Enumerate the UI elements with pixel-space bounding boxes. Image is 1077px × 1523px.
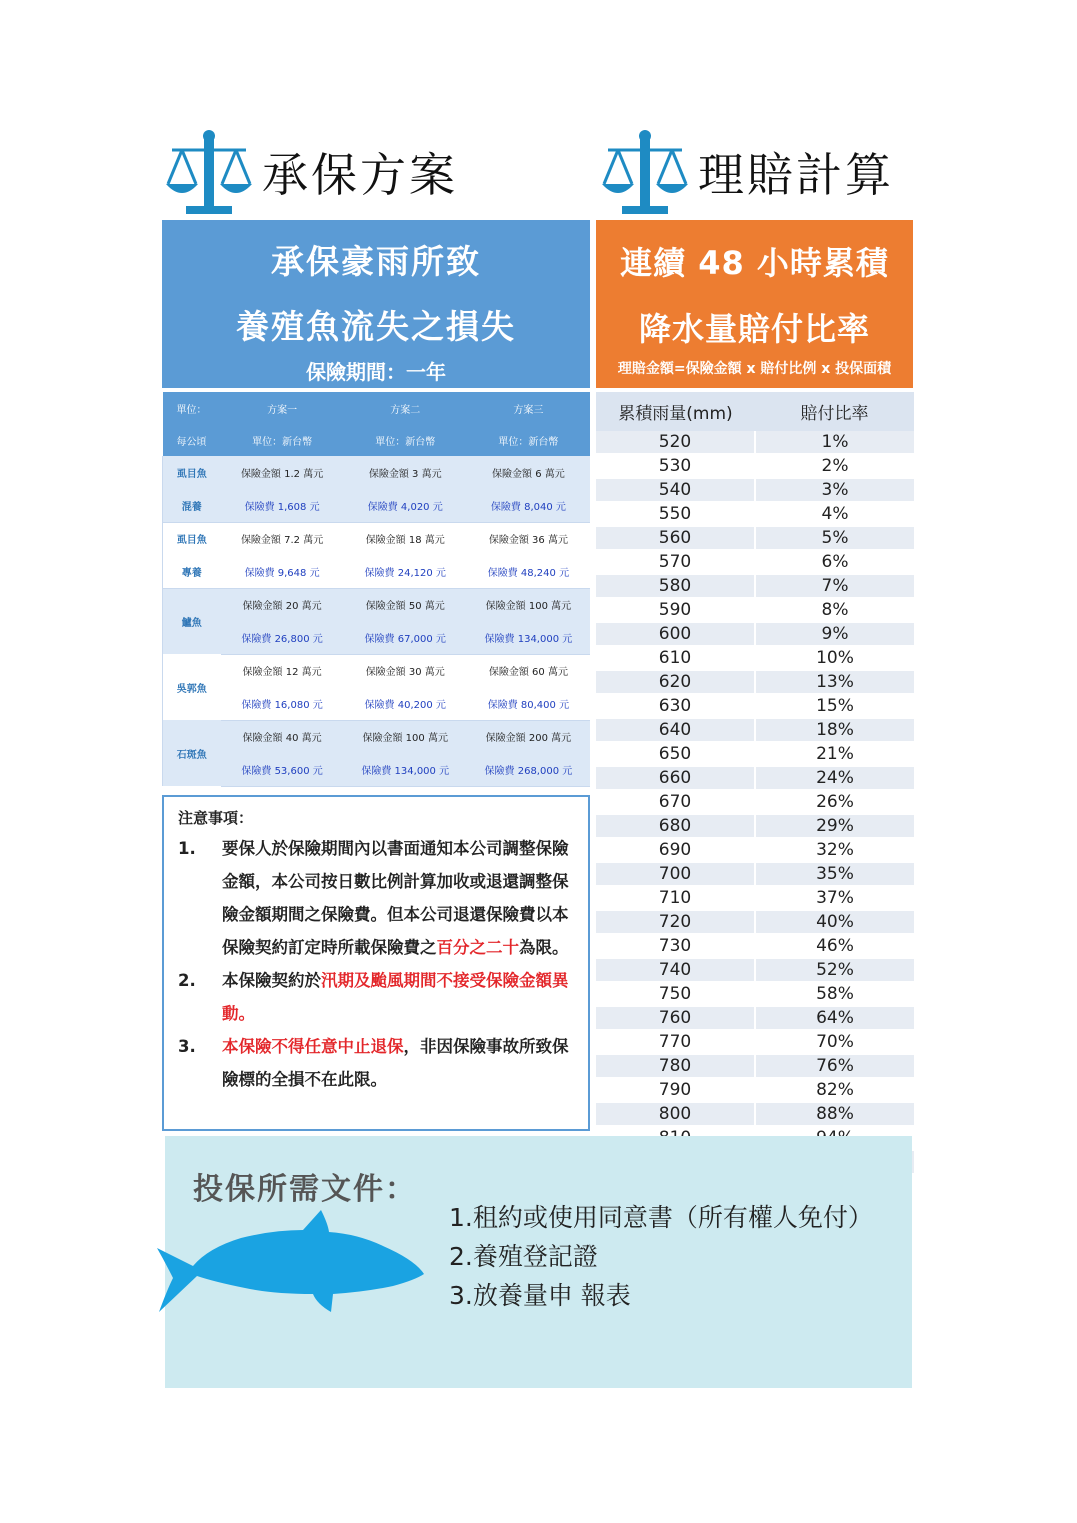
scale-icon — [600, 128, 690, 216]
premium: 保險費 268,000 元 — [467, 753, 590, 786]
rainfall-mm-cell: 740 — [596, 958, 755, 982]
header-cell: 單位：新台幣 — [221, 424, 344, 456]
coverage-title-line1: 承保豪雨所致 — [271, 242, 481, 281]
list-item: 1.租約或使用同意書（所有權人免付） — [449, 1203, 873, 1232]
fish-type: 吳郭魚 — [163, 654, 221, 720]
rainfall-mm-cell: 600 — [596, 622, 755, 646]
rainfall-mm-cell: 770 — [596, 1030, 755, 1054]
payout-rate-cell: 5% — [755, 526, 914, 550]
header-cell: 賠付比率 — [755, 392, 914, 431]
fish-type: 鱸魚 — [163, 588, 221, 654]
table-row — [163, 687, 591, 720]
rain-table-header-row — [596, 392, 914, 431]
premium: 保險費 8,040 元 — [467, 489, 590, 522]
payout-rate-cell: 64% — [755, 1006, 914, 1030]
rainfall-mm-cell: 760 — [596, 1006, 755, 1030]
table-row — [596, 766, 914, 790]
note-number: 2. — [178, 971, 196, 990]
sum-insured: 保險金額 40 萬元 — [221, 720, 344, 753]
fish-type: 虱目魚 — [163, 522, 221, 555]
table-row — [596, 550, 914, 574]
rainfall-mm-cell: 560 — [596, 526, 755, 550]
documents-list — [449, 1198, 873, 1315]
fish-type: 石斑魚 — [163, 720, 221, 786]
table-row — [596, 838, 914, 862]
table-row — [163, 588, 591, 621]
sum-insured: 保險金額 50 萬元 — [344, 588, 467, 621]
coverage-title-line2: 養殖魚流失之損失 — [236, 307, 516, 346]
scale-icon — [164, 128, 254, 216]
notes-box — [162, 795, 590, 1131]
note-text-part: 為限。 — [519, 938, 569, 957]
table-row — [596, 1054, 914, 1078]
rain-table-body — [596, 431, 914, 1174]
list-item: 2.養殖登記證 — [449, 1242, 598, 1271]
payout-rate-cell: 3% — [755, 478, 914, 502]
rainfall-mm-cell: 590 — [596, 598, 755, 622]
rainfall-mm-cell: 790 — [596, 1078, 755, 1102]
heading-claims — [600, 128, 894, 216]
payout-rate-cell: 4% — [755, 502, 914, 526]
payout-rate-cell: 58% — [755, 982, 914, 1006]
table-row — [163, 456, 591, 489]
notes-title: 注意事項： — [178, 809, 254, 827]
table-row — [596, 670, 914, 694]
note-text-part: ，非因保險事故所致保險標的全損不在此限。 — [222, 1037, 569, 1089]
sum-insured: 保險金額 200 萬元 — [467, 720, 590, 753]
payout-title-line2: 降水量賠付比率 — [638, 310, 870, 348]
table-row — [596, 814, 914, 838]
note-text — [222, 964, 574, 1030]
rainfall-mm-cell: 720 — [596, 910, 755, 934]
header-cell: 每公頃 — [163, 424, 221, 456]
table-row — [163, 753, 591, 786]
payout-rate-cell: 9% — [755, 622, 914, 646]
sum-insured: 保險金額 12 萬元 — [221, 654, 344, 687]
table-row — [163, 654, 591, 687]
page-title-underwriting: 承保方案 — [262, 148, 458, 202]
premium: 保險費 9,648 元 — [221, 555, 344, 588]
fish-type: 混養 — [163, 489, 221, 522]
payout-rate-cell: 18% — [755, 718, 914, 742]
rainfall-mm-cell: 580 — [596, 574, 755, 598]
note-item — [178, 964, 574, 1030]
list-item: 3.放養量申 報表 — [449, 1281, 631, 1310]
heading-underwriting — [164, 128, 458, 216]
table-row — [163, 555, 591, 588]
rainfall-mm-cell: 730 — [596, 934, 755, 958]
header-cell: 累積雨量(mm) — [596, 392, 755, 431]
payout-rate-cell: 76% — [755, 1054, 914, 1078]
rainfall-mm-cell: 670 — [596, 790, 755, 814]
rainfall-mm-cell: 800 — [596, 1102, 755, 1126]
rainfall-mm-cell: 610 — [596, 646, 755, 670]
payout-rate-cell: 46% — [755, 934, 914, 958]
sum-insured: 保險金額 20 萬元 — [221, 588, 344, 621]
note-text-highlight: 百分之二十 — [436, 938, 519, 957]
table-row — [163, 621, 591, 654]
table-row — [596, 1078, 914, 1102]
note-text — [222, 832, 574, 964]
table-row — [596, 526, 914, 550]
note-text-highlight: 本保險不得任意中止退保 — [222, 1037, 404, 1056]
table-row — [596, 454, 914, 478]
premium: 保險費 48,240 元 — [467, 555, 590, 588]
fish-type: 虱目魚 — [163, 456, 221, 489]
payout-rate-cell: 29% — [755, 814, 914, 838]
note-text-part: 要保人於保險期間內以書面通知本公司調整保險金額，本公司按日數比例計算加收或退還調整保險金額期間之保險費。但本公司退還保險費以本保險契約訂定時所載保險費之 — [222, 839, 569, 957]
rainfall-mm-cell: 650 — [596, 742, 755, 766]
documents-title: 投保所需文件： — [193, 1172, 417, 1207]
rainfall-mm-cell: 660 — [596, 766, 755, 790]
table-row — [596, 958, 914, 982]
sum-insured: 保險金額 7.2 萬元 — [221, 522, 344, 555]
fish-icon — [153, 1208, 428, 1318]
table-row — [596, 694, 914, 718]
premium: 保險費 134,000 元 — [344, 753, 467, 786]
rainfall-mm-cell: 700 — [596, 862, 755, 886]
table-row — [596, 431, 914, 454]
table-row — [163, 522, 591, 555]
note-item — [178, 832, 574, 964]
rainfall-mm-cell: 710 — [596, 886, 755, 910]
payout-rate-cell: 40% — [755, 910, 914, 934]
header-cell: 單位：新台幣 — [344, 424, 467, 456]
fish-type: 專養 — [163, 555, 221, 588]
payout-rate-cell: 7% — [755, 574, 914, 598]
note-text — [222, 1030, 574, 1096]
payout-rate-cell: 88% — [755, 1102, 914, 1126]
required-documents — [165, 1136, 912, 1388]
plan-table-header-row — [163, 424, 591, 456]
header-cell: 方案一 — [221, 392, 344, 424]
premium: 保險費 40,200 元 — [344, 687, 467, 720]
payout-formula: 理賠金額=保險金額 x 賠付比例 x 投保面積 — [617, 361, 892, 377]
header-cell: 單位： — [163, 392, 221, 424]
sum-insured: 保險金額 6 萬元 — [467, 456, 590, 489]
sum-insured: 保險金額 36 萬元 — [467, 522, 590, 555]
payout-rate-cell: 15% — [755, 694, 914, 718]
table-row — [163, 489, 591, 522]
header-cell: 方案三 — [467, 392, 590, 424]
rainfall-mm-cell: 680 — [596, 814, 755, 838]
table-row — [596, 982, 914, 1006]
table-row — [596, 862, 914, 886]
payout-rate-cell: 21% — [755, 742, 914, 766]
payout-rate-cell: 6% — [755, 550, 914, 574]
rainfall-mm-cell: 620 — [596, 670, 755, 694]
table-row — [596, 934, 914, 958]
rainfall-payout-table — [596, 392, 914, 1175]
page-title-claims: 理賠計算 — [698, 148, 894, 202]
payout-rate-cell: 82% — [755, 1078, 914, 1102]
premium: 保險費 134,000 元 — [467, 621, 590, 654]
table-row — [596, 1030, 914, 1054]
rainfall-mm-cell: 780 — [596, 1054, 755, 1078]
sum-insured: 保險金額 60 萬元 — [467, 654, 590, 687]
premium: 保險費 53,600 元 — [221, 753, 344, 786]
payout-rate-cell: 24% — [755, 766, 914, 790]
rainfall-mm-cell: 550 — [596, 502, 755, 526]
payout-rate-cell: 52% — [755, 958, 914, 982]
table-row — [596, 886, 914, 910]
sum-insured: 保險金額 100 萬元 — [344, 720, 467, 753]
payout-rate-cell: 2% — [755, 454, 914, 478]
note-number: 1. — [178, 839, 196, 858]
rainfall-mm-cell: 690 — [596, 838, 755, 862]
payout-rate-cell: 13% — [755, 670, 914, 694]
table-row — [596, 1102, 914, 1126]
table-row — [596, 646, 914, 670]
sum-insured: 保險金額 100 萬元 — [467, 588, 590, 621]
plan-table — [162, 392, 590, 787]
sum-insured: 保險金額 30 萬元 — [344, 654, 467, 687]
rainfall-mm-cell: 630 — [596, 694, 755, 718]
plan-table-header-row — [163, 392, 591, 424]
rainfall-mm-cell: 640 — [596, 718, 755, 742]
payout-rate-cell: 8% — [755, 598, 914, 622]
table-row — [596, 790, 914, 814]
table-row — [596, 622, 914, 646]
premium: 保險費 67,000 元 — [344, 621, 467, 654]
premium: 保險費 4,020 元 — [344, 489, 467, 522]
table-row — [596, 502, 914, 526]
header-cell: 方案二 — [344, 392, 467, 424]
note-text-part: 本保險契約於 — [222, 971, 321, 990]
premium: 保險費 80,400 元 — [467, 687, 590, 720]
payout-rate-cell: 32% — [755, 838, 914, 862]
payout-title-line1: 連續 48 小時累積 — [620, 244, 889, 282]
payout-rate-cell: 10% — [755, 646, 914, 670]
note-item — [178, 1030, 574, 1096]
sum-insured: 保險金額 1.2 萬元 — [221, 456, 344, 489]
table-row — [596, 910, 914, 934]
premium: 保險費 26,800 元 — [221, 621, 344, 654]
rainfall-mm-cell: 750 — [596, 982, 755, 1006]
coverage-period: 保險期間：一年 — [306, 360, 446, 384]
table-row — [596, 598, 914, 622]
table-row — [596, 1006, 914, 1030]
premium: 保險費 24,120 元 — [344, 555, 467, 588]
payout-rate-cell: 70% — [755, 1030, 914, 1054]
table-row — [596, 574, 914, 598]
premium: 保險費 16,080 元 — [221, 687, 344, 720]
sum-insured: 保險金額 18 萬元 — [344, 522, 467, 555]
payout-rate-cell: 26% — [755, 790, 914, 814]
table-row — [596, 742, 914, 766]
payout-rate-cell: 35% — [755, 862, 914, 886]
table-row — [596, 718, 914, 742]
table-row — [596, 478, 914, 502]
header-cell: 單位：新台幣 — [467, 424, 590, 456]
coverage-header — [162, 220, 590, 388]
note-text-highlight: 汛期及颱風期間不接受保險金額異動。 — [222, 971, 569, 1023]
premium: 保險費 1,608 元 — [221, 489, 344, 522]
rainfall-mm-cell: 520 — [596, 431, 755, 454]
rainfall-mm-cell: 530 — [596, 454, 755, 478]
note-number: 3. — [178, 1037, 196, 1056]
table-row — [163, 720, 591, 753]
rainfall-mm-cell: 570 — [596, 550, 755, 574]
sum-insured: 保險金額 3 萬元 — [344, 456, 467, 489]
payout-rate-cell: 37% — [755, 886, 914, 910]
payout-header — [596, 220, 913, 388]
rainfall-mm-cell: 540 — [596, 478, 755, 502]
payout-rate-cell: 1% — [755, 431, 914, 454]
